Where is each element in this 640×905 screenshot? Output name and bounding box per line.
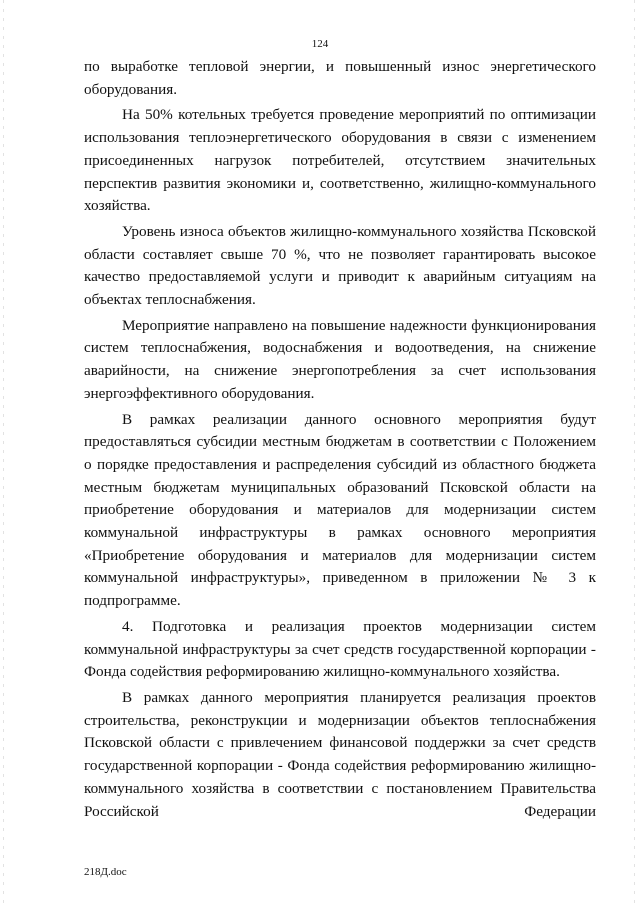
document-body bbox=[84, 56, 596, 826]
paragraph-6-section-heading: 4. Подготовка и реализация проектов модернизации систем коммунальной инфраструктуры за счет средств государственной корпорации - Фонда содействия реформированию жилищно-коммунального хозяйства. bbox=[84, 617, 596, 681]
paragraph-5: В рамках реализации данного основного мероприятия будут предоставляться субсидии местным бюджетам в соответствии с Положением о порядке предоставления и распределения субсидий из областного бюджета местным бюджетам муниципальных образований Псковской области на приобретение оборудования и материалов для модернизации систем коммунальной инфраструктуры в рамках основного мероприятия «Приобретение оборудования и материалов для модернизации систем коммунальной инфраструктуры», приведенном в приложении № 3 к подпрограмме. bbox=[84, 410, 596, 610]
footer-filename: 218Д.doc bbox=[84, 866, 127, 878]
scan-edge-left bbox=[3, 0, 4, 905]
scan-edge-right bbox=[634, 0, 635, 905]
paragraph-7: В рамках данного мероприятия планируется реализация проектов строительства, реконструкции и модернизации объектов теплоснабжения Псковской области с привлечением финансовой поддержки за счет средств государственной корпорации - Фонда содействия реформированию жилищно-коммунального хозяйства в соответствии с постановлением Правительства Российской Федерации bbox=[84, 688, 596, 820]
paragraph-2: На 50% котельных требуется проведение мероприятий по оптимизации использования теплоэнергетического оборудования в связи с изменением присоединенных нагрузок потребителей, отсутствием значительных перспектив развития экономики и, соответственно, жилищно-коммунального хозяйства. bbox=[84, 106, 596, 215]
page-number: 124 bbox=[311, 38, 329, 50]
paragraph-3: Уровень износа объектов жилищно-коммунального хозяйства Псковской области составляет свыше 70 %, что не позволяет гарантировать высокое качество предоставляемой услуги и приводит к аварийным ситуациям на объектах теплоснабжения. bbox=[84, 222, 596, 309]
paragraph-4: Мероприятие направлено на повышение надежности функционирования систем теплоснабжения, водоснабжения и водоотведения, на снижение аварийности, на снижение энергопотребления за счет использования энергоэффективного оборудования. bbox=[84, 316, 596, 402]
paragraph-1: по выработке тепловой энергии, и повышенный износ энергетического оборудования. bbox=[84, 58, 596, 98]
